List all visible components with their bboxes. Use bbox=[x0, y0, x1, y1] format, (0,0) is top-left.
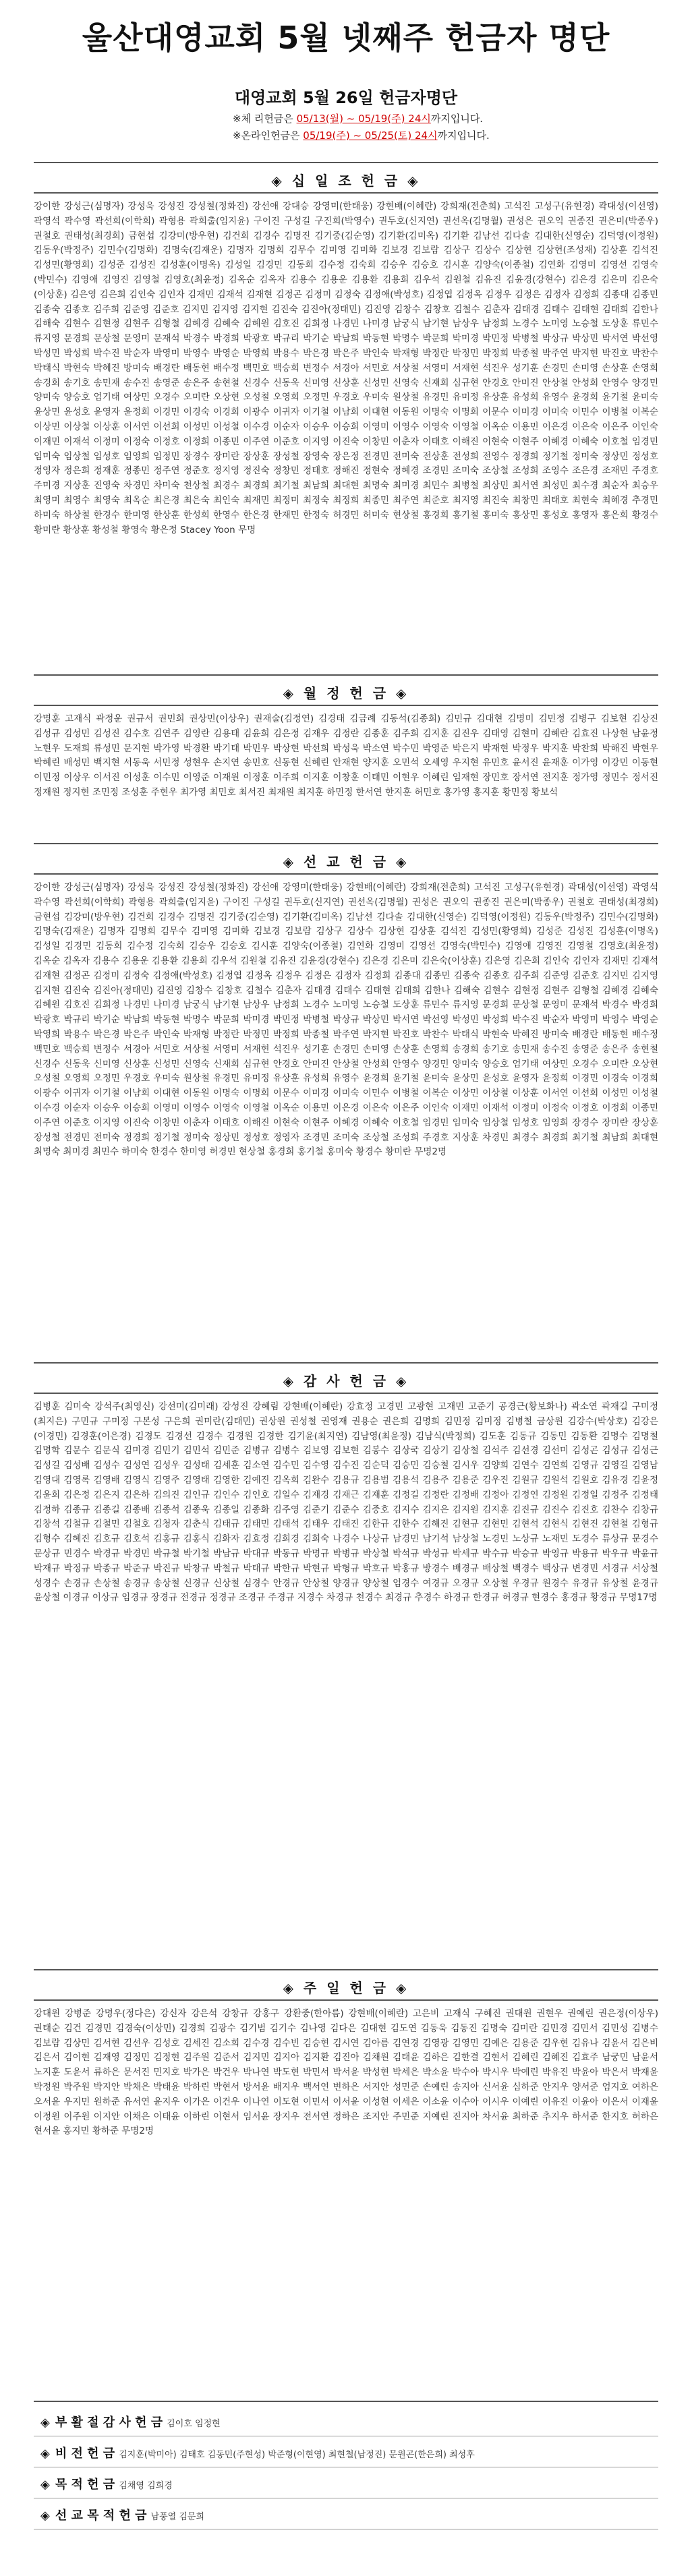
divider bbox=[34, 674, 658, 676]
thanks-names: 김병훈 김미숙 강석주(최영신) 강선미(김미래) 강성진 강혜림 강현배(이혜란) 강효정 고경민 고광현 고재민 고준기 공경근(황보화나) 곽소연 곽재길 구미정(최지은) 구민규 구미정 구본성 구은희 권미란(김태민) 권상원 권성철 권영재 권용순 권은희 김명희 김민정 김미정 김병철 금상원 김강수(박상호) 김강은(이경민) 김경훈(이은경) 김경도 김경선 김경수 김경원 김경한 김기윤(최지연) 김남영(최윤정) 김남식(박정희) 김도훈 김동규 김동민 김동환 김명수 김명철 김명학 김문수 김문식 김미경 김민기 김민석 김민준 김병규 김병수 김보영 김보현 김봉수 김상국 김상기 김상철 김석주 김선경 김선미 김성곤 김성규 김성근 김성길 김성배 김성수 김성연 김성우 김성태 김세훈 김소연 김수민 김수영 김수진 김순덕 김승민 김승철 김시우 김양희 김연수 김연희 김영규 김영길 김영남 김영대 김영록 김영배 김영식 김영주 김영태 김영한 김예진 김옥희 김완수 김용규 김용범 김용석 김용주 김용준 김우진 김원규 김원석 김원호 김유경 김윤정 김윤희 김은정 김은지 김은하 김의진 김인규 김인수 김인호 김일수 김재경 김재근 김재훈 김정길 김정란 김정배 김정아 김정연 김정원 김정일 김정주 김정태 김정하 김종규 김종길 김종배 김종석 김종욱 김종일 김종화 김주영 김준기 김준수 김중호 김지수 김지은 김지원 김지훈 김진규 김진수 김진호 김찬수 김창규 김창석 김철규 김철민 김철호 김청자 김춘식 김태규 김태민 김태석 김태우 김태진 김한규 김한수 김해진 김현규 김현민 김현석 김현식 김현진 김현철 김형규 김형수 김혜진 김호규 김호석 김홍규 김홍식 김화자 김효정 김희경 김희숙 나경수 나상규 남경민 남기석 남상철 노경민 노상규 노재민 도경수 류상규 문경수 문상규 민경수 박경규 박경민 박규철 박기철 박남규 박대규 박동규 박명규 박병규 박상철 박석규 박성규 박세규 박수규 박승규 박영규 박용규 박우규 박윤규 박재규 박정규 박종규 박준규 박진규 박창규 박철규 박태규 박한규 박현규 박형규 박호규 박홍규 방경수 배경규 배상철 백경수 백상규 변경민 서경규 서상철 성경수 손경규 손상철 송경규 송상철 신경규 신상철 심경수 안경규 안상철 양경규 양상철 엄경수 여경규 오경규 오상철 우경규 원경수 유경규 유상철 윤경규 윤상철 이경규 이상규 임경규 장경규 전경규 정경규 조경규 주경규 지경수 차경규 천경수 최경규 추경수 하경규 한경규 허경규 현경수 홍경규 황경규 무명17명 bbox=[34, 1401, 658, 1604]
footer-easter-names: 김이호 임정현 bbox=[167, 2419, 221, 2429]
monthly-names: 강명훈 고재식 곽정운 권규서 권민희 권상민(이상우) 권재술(김정연) 김경태 김금례 김동석(김종희) 김민규 김대현 김명미 김민정 김병구 김보현 김상진 김성규 김성민 김성진 김수호 김연주 김영란 김용태 김윤희 김은정 김재우 김정란 김종훈 김주희 김지훈 김진우 김태영 김현미 김혜란 김효진 나상현 남윤정 노현우 도재희 류성민 문지현 박가영 박경환 박기태 박민우 박상현 박선희 박성욱 박소연 박수민 박영준 박은지 박재현 박정우 박지훈 박찬희 박해진 박현우 박혜린 배성민 백지현 서동욱 서민정 성현우 손지연 송민호 신동현 신혜린 안재현 양지훈 오민석 오세영 우지현 유민호 윤서진 윤재훈 이가영 이강민 이동현 이민정 이상우 이서진 이성훈 이수민 이영준 이재원 이정훈 이주희 이지훈 이창훈 이태민 이현우 이혜린 임재현 장민호 장서연 전지훈 정가영 정민수 정서진 정재원 정지현 조민정 조성훈 주현우 최가영 최민호 최서진 최재원 최지훈 하민정 한서연 한지훈 허민호 홍가영 홍지훈 황민정 황보석 bbox=[34, 713, 658, 798]
divider bbox=[34, 1999, 658, 2001]
notice-offline bbox=[233, 111, 483, 125]
notice-offline-prefix: ※체 리헌금은 bbox=[233, 113, 297, 125]
divider bbox=[34, 192, 658, 194]
section-title-tithe: ◈ 십 일 조 헌 금 ◈ bbox=[271, 173, 421, 189]
notice-online-suffix: 까지입니다. bbox=[437, 129, 490, 142]
footer-vision-names: 김지훈(박미아) 김태호 김동민(주현성) 박준형(이현영) 최현철(남정진) 문원곤(한은희) 최성후 bbox=[119, 2450, 475, 2460]
footer-mission-purpose-label: 선 교 목 적 헌 금 bbox=[55, 2509, 147, 2523]
divider bbox=[34, 2401, 658, 2402]
notice-online-range: 05/19(주) ~ 05/25(토) 24시 bbox=[303, 129, 438, 142]
notice-offline-range: 05/13(월) ~ 05/19(주) 24시 bbox=[296, 113, 431, 125]
footer-purpose-names: 김채영 김희경 bbox=[119, 2481, 173, 2491]
section-title-monthly: ◈ 월 정 헌 금 ◈ bbox=[283, 685, 409, 701]
sunday-names: 강대원 강병준 강명우(정다은) 강신자 강은석 강창규 강홍구 강환중(한아름) 강현배(이혜란) 고은비 고재식 구혜진 권대원 권현우 권예린 권은정(이상우) 권태순 김건 김경민 김경숙(이상민) 김경희 김광수 김기범 김기수 김나영 김다은 김대현 김도연 김동욱 김동진 김명숙 김미란 김민경 김민서 김민성 김병수 김보람 김상민 김서현 김선우 김성호 김세진 김소희 김수경 김수빈 김승현 김시연 김아름 김연경 김영광 김영민 김예은 김용준 김우현 김유나 김윤서 김은비 김은서 김이현 김재영 김정민 김정현 김주원 김준서 김지민 김지아 김지환 김진아 김채원 김태윤 김하은 김한결 김현서 김혜린 김혜진 김효주 남궁민 남윤서 노지훈 도윤서 류하은 문서진 민지호 박가은 박건우 박나연 박도현 박민서 박서윤 박성현 박세은 박소윤 박수아 박시우 박예린 박유진 박윤아 박은서 박재윤 박정원 박주원 박지안 박채은 박태윤 박하린 박현서 방서윤 배지우 백서연 변하은 서지안 성민준 손예린 송지아 신서윤 심하준 안지우 양서준 엄지호 여하은 오서윤 우지민 원하준 유서연 윤지우 이가은 이건우 이나연 이도현 이민서 이서윤 이성현 이세은 이소윤 이수아 이시우 이예린 이유진 이윤아 이은서 이재윤 이정원 이주원 이지안 이채은 이태윤 이하린 이현서 임서윤 장지우 전서연 정하은 조지안 주민준 지예린 진지아 차서윤 최하준 추지우 하서준 한지호 허하은 현서윤 홍지민 황하준 무명2명 bbox=[34, 2008, 658, 2137]
footer-mission-purpose-names: 남풍열 김문희 bbox=[150, 2512, 204, 2522]
footer-purpose bbox=[40, 2475, 173, 2492]
page-title: 울산대영교회 5월 넷째주 헌금자 명단 bbox=[82, 20, 610, 56]
divider bbox=[34, 843, 658, 844]
divider bbox=[34, 1969, 658, 1970]
mission-names: 강이한 강성근(심명자) 강성욱 강성진 강성철(정화진) 강선애 강영미(한태웅) 강현배(이혜란) 강희재(전춘희) 고석진 고성구(유현경) 곽대성(이선영) 곽영석 곽수영 곽선희(이학희) 곽형용 곽희출(임지윤) 구이진 구성길 권두호(신지연) 권선옥(김명월) 권성은 권오익 권종진 권은미(박종우) 권철호 권태성(최경희) 금현섭 김강미(방우현) 김건희 김경수 김명진 김기중(김순영) 김기환(김미옥) 김남선 김다솔 김대한(신영순) 김덕영(이정원) 김동우(박정주) 김민수(김명화) 김명숙(김재운) 김명자 김명희 김무수 김미영 김미화 김보경 김보람 김상구 김상수 김상현 김상훈 김석진 김성민(황영희) 김성준 김성진 김성훈(이명옥) 김성일 김경민 김동희 김수정 김숙희 김승우 김승호 김시훈 김양숙(이종철) 김연화 김영미 김영선 김영숙(박민수) 김영애 김영진 김영철 김영호(최윤정) 김옥순 김옥자 김용수 김용운 김용환 김용희 김우석 김원철 김유진 김윤경(강현수) 김은경 김은미 김은숙(이상훈) 김은영 김은희 김인숙 김인자 김재민 김재석 김재현 김정곤 김정미 김정숙 김정애(박성호) 김정엽 김정옥 김정우 김정은 김정자 김정희 김종대 김종민 김종숙 김종호 김주희 김준영 김준호 김지민 김지영 김지현 김진숙 김진아(정태민) 김진영 김창수 김창호 김철수 김춘자 김태경 김태수 김태현 김태희 김한나 김해숙 김현수 김현정 김현주 김형철 김혜경 김혜숙 김혜원 김호진 김희정 나경민 나미경 남궁식 남기현 남상우 남정희 노경수 노미영 노승철 도상훈 류민수 류지영 문경희 문상철 문영미 문재석 박경수 박경희 박광호 박규리 박기순 박남희 박동현 박명수 박문희 박미경 박민정 박병철 박상규 박상민 박서연 박선영 박성민 박성희 박수진 박순자 박영미 박영수 박영순 박영희 박용수 박은경 박은주 박인숙 박재형 박정란 박정민 박정희 박종철 박주연 박지현 박진호 박찬수 박태식 박현숙 박혜진 방미숙 배경란 배동현 배수정 백민호 백승희 변정수 서경아 서민호 서상철 서영미 서재현 석진우 성기훈 손경민 손미영 손상훈 손영희 송경희 송기호 송민재 송수진 송영준 송은주 송현철 신경수 신동욱 신미영 신상훈 신성민 신영숙 신재희 심규현 안경호 안미진 안상철 안성희 안영수 양경민 양미숙 양승호 엄기태 여상민 오경수 오미란 오상현 오성철 오영희 오정민 우경호 우미숙 원상철 유경민 유미정 유상훈 유성희 유영수 윤경희 윤기철 윤미숙 윤상민 윤성호 윤영자 윤정희 이경민 이경숙 이경희 이광수 이귀자 이기철 이남희 이대현 이동원 이명숙 이명희 이문수 이미경 이미숙 이민수 이병철 이복순 이상민 이상철 이상훈 이서연 이선희 이성민 이성철 이수경 이순자 이승우 이승희 이영미 이영수 이영숙 이영철 이옥순 이용민 이은경 이은숙 이은주 이인숙 이재민 이재석 이정미 이정숙 이정호 이정희 이종민 이주연 이준호 이지영 이진숙 이창민 이춘자 이태호 이해진 이현숙 이현주 이혜경 이혜숙 이호철 임경민 임미숙 임상철 임성호 임영희 장경수 장미란 장상훈 장성철 전경민 전미숙 정경희 정기철 정미숙 정상민 정성호 정영자 조경민 조미숙 조상철 조성희 주경호 지상훈 차경민 최경수 최경희 최기철 최남희 최대현 최명숙 최미경 최민수 하미숙 한경수 한미영 허경민 현상철 홍경희 홍기철 홍미숙 황경수 황미란 무명2명 bbox=[34, 882, 658, 1158]
notice-offline-suffix: 까지입니다. bbox=[430, 113, 484, 125]
footer-vision bbox=[40, 2444, 475, 2461]
footer-mission-purpose bbox=[40, 2506, 204, 2523]
divider bbox=[34, 162, 658, 163]
notice-online-prefix: ※온라인헌금은 bbox=[233, 129, 304, 142]
notice-online bbox=[233, 128, 490, 142]
footer-vision-label: 비 전 헌 금 bbox=[55, 2447, 115, 2461]
footer-easter bbox=[40, 2413, 221, 2430]
divider bbox=[34, 705, 658, 706]
section-title-sunday: ◈ 주 일 헌 금 ◈ bbox=[283, 1980, 409, 1996]
footer-easter-label: 부 활 절 감 사 헌 금 bbox=[55, 2416, 163, 2430]
page-subtitle: 대영교회 5월 26일 헌금자명단 bbox=[234, 88, 458, 107]
divider bbox=[34, 1362, 658, 1364]
bullet-icon: ◈ bbox=[40, 2509, 50, 2523]
section-title-mission: ◈ 선 교 헌 금 ◈ bbox=[283, 854, 409, 870]
bullet-icon: ◈ bbox=[40, 2478, 50, 2492]
footer-purpose-label: 목 적 헌 금 bbox=[55, 2478, 115, 2492]
divider bbox=[34, 873, 658, 875]
divider bbox=[34, 1393, 658, 1394]
bullet-icon: ◈ bbox=[40, 2447, 50, 2461]
section-title-thanks: ◈ 감 사 헌 금 ◈ bbox=[283, 1373, 409, 1389]
tithe-names: 강이한 강성근(심명자) 강성욱 강성진 강성철(정화진) 강선애 강대승 강영미(한태웅) 강현배(이혜란) 강희재(전춘희) 고석진 고성구(유현경) 곽대성(이선영) 곽영석 곽수영 곽선희(이학희) 곽형용 곽희출(임지윤) 구이진 구성길 구진희(박영수) 권두호(신지연) 권선옥(김명월) 권성은 권오익 권종진 권은미(박종우) 권철호 권태성(최경희) 금현섭 김강미(방우현) 김건희 김경수 김명진 김기중(김순영) 김기환(김미옥) 김기환 김남선 김다솔 김대한(신영순) 김덕영(이정원) 김동우(박정주) 김민수(김명화) 김명숙(김재운) 김명자 김명희 김무수 김미영 김미화 김보경 김보람 김상구 김상수 김상현 김상헌(조성재) 김상훈 김석진 김성민(황영희) 김성준 김성진 김성훈(이명옥) 김성일 김경민 김동희 김수정 김숙희 김승우 김승호 김시훈 김양숙(이종철) 김연화 김영미 김영선 김영숙(박민수) 김영애 김영진 김영철 김영호(최윤정) 김옥순 김옥자 김용수 김용운 김용환 김용희 김우석 김원철 김유진 김윤경(강현수) 김은경 김은미 김은숙(이상훈) 김은영 김은희 김인숙 김인자 김재민 김재석 김재현 김정곤 김정미 김정숙 김정애(박성호) 김정엽 김정옥 김정우 김정은 김정자 김정희 김종대 김종민 김종숙 김종호 김주희 김준영 김준호 김지민 김지영 김지현 김진숙 김진아(정태민) 김진영 김창수 김창호 김철수 김춘자 김태경 김태수 김태현 김태희 김한나 김해숙 김현수 김현정 김현주 김형철 김혜경 김혜숙 김혜원 김호진 김희정 나경민 나미경 남궁식 남기현 남상우 남정희 노경수 노미영 노승철 도상훈 류민수 류지영 문경희 문상철 문영미 문재석 박경수 박경희 박광호 박규리 박기순 박남희 박동현 박명수 박문희 박미경 박민정 박병철 박상규 박상민 박서연 박선영 박성민 박성희 박수진 박순자 박영미 박영수 박영순 박영희 박용수 박은경 박은주 박인숙 박재형 박정란 박정민 박정희 박종철 박주연 박지현 박진호 박찬수 박태식 박현숙 박혜진 방미숙 배경란 배동현 배수정 백민호 백승희 변정수 서경아 서민호 서상철 서영미 서재현 석진우 성기훈 손경민 손미영 손상훈 손영희 송경희 송기호 송민재 송수진 송영준 송은주 송현철 신경수 신동욱 신미영 신상훈 신성민 신영숙 신재희 심규현 안경호 안미진 안상철 안성희 안영수 양경민 양미숙 양승호 엄기태 여상민 오경수 오미란 오상현 오성철 오영희 오정민 우경호 우미숙 원상철 유경민 유미정 유상훈 유성희 유영수 윤경희 윤기철 윤미숙 윤상민 윤성호 윤영자 윤정희 이경민 이경숙 이경희 이광수 이귀자 이기철 이남희 이대현 이동원 이명숙 이명희 이문수 이미경 이미숙 이민수 이병철 이복순 이상민 이상철 이상훈 이서연 이선희 이성민 이성철 이수경 이순자 이승우 이승희 이영미 이영수 이영숙 이영철 이옥순 이용민 이은경 이은숙 이은주 이인숙 이재민 이재석 이정미 이정숙 이정호 이정희 이종민 이주연 이준호 이지영 이진숙 이창민 이춘자 이태호 이해진 이현숙 이현주 이혜경 이혜숙 이호철 임경민 임미숙 임상철 임성호 임영희 임정민 장경수 장미란 장상훈 장성철 장영숙 장은정 전경민 전미숙 전상훈 전성희 전영수 정경희 정기철 정미숙 정상민 정성호 정영자 정은희 정재훈 정종민 정주연 정준호 정지영 정진숙 정창민 정태호 정해진 정현숙 정혜경 조경민 조미숙 조상철 조성희 조영수 조은경 조재민 주경호 주미경 지상훈 진영숙 차경민 차미숙 천상철 최경수 최경희 최기철 최남희 최대현 최명숙 최미경 최민수 최병철 최상민 최서연 최성민 최수경 최순자 최승우 최영미 최영수 최영숙 최옥순 최은경 최은숙 최인숙 최재민 최정미 최정숙 최정희 최종민 최주연 최준호 최지영 최진숙 최창민 최태호 최현숙 최혜경 추경민 하미숙 하상철 한경수 한미영 한상훈 한성희 한영수 한은경 한재민 한정숙 허경민 허미숙 현상철 홍경희 홍기철 홍미숙 홍상민 홍성호 홍영자 홍은희 황경수 황미란 황상훈 황성철 황영숙 황은정 Stacey Yoon 무명 bbox=[34, 201, 658, 535]
bullet-icon: ◈ bbox=[40, 2416, 50, 2430]
